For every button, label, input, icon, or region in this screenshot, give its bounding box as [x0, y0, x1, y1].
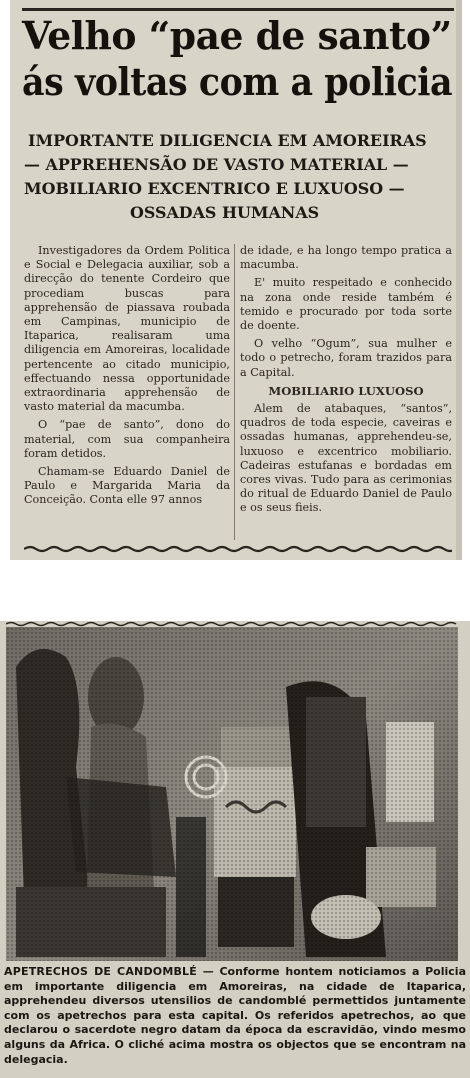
halftone-photo-illustration [6, 627, 458, 961]
photo-caption [4, 965, 466, 1067]
deck-line-3: MOBILIARIO EXCENTRICO E LUXUOSO — [24, 179, 405, 198]
candomble-objects-photo [6, 627, 458, 961]
headline-line-1: Velho “pae de santo” [22, 13, 452, 58]
article-column-right [240, 244, 452, 516]
deck-line-2: — APPREHENSÃO DE VASTO MATERIAL — [24, 155, 409, 174]
bottom-wavy-rule [24, 545, 452, 553]
photo-clipping [0, 621, 470, 1078]
article-clipping [10, 0, 462, 560]
top-rule [22, 8, 454, 11]
headline-line-2: ás voltas com a policia [22, 59, 453, 104]
paragraph: Alem de atabaques, “santos”, quadros de toda especie, caveiras e ossadas humanas, apprehendeu-se, luxuoso e excentrico mobiliario. Cadeiras estufanas e bordadas em cores vivas. Tudo para as cerimonias do ritual de Eduardo Daniel de Paulo e os seus fieis. [240, 402, 452, 515]
section-subhead: MOBILIARIO LUXUOSO [268, 383, 424, 398]
caption-body: — Conforme hontem noticiamos a Policia em importante diligencia em Amoreiras, na cidade de Itaparica, apprehendeu diversos utensilios de candomblé permettidos juntamente com os apetrechos para esta capital. Os referidos apetrechos, ao que declarou o sacerdote negro datam da época da escravidão, vindo mesmo alguns da Africa. O cliché acima mostra os objectos que se encontram na delegacia. [4, 965, 466, 1066]
paragraph: Investigadores da Ordem Politica e Social e Delegacia auxiliar, sob a direcção do tenente Cordeiro que procediam buscas para apprehensão de piassava roubada em Campinas, municipio de Itaparica, realisaram uma diligencia em Amoreiras, localidade pertencente ao citado municipio, effectuando nessa opportunidade extraordinaria apprehensão de vasto material da macumba. [24, 244, 230, 414]
caption-lead: APETRECHOS DE CANDOMBLÉ [4, 965, 197, 978]
paragraph: Chamam-se Eduardo Daniel de Paulo e Margarida Maria da Conceição. Conta elle 97 annos [24, 465, 230, 507]
deck-line-4: OSSADAS HUMANAS [130, 203, 320, 222]
column-divider [234, 244, 235, 540]
deck-line-1: IMPORTANTE DILIGENCIA EM AMOREIRAS [28, 131, 427, 150]
paragraph: E' muito respeitado e conhecido na zona onde reside também é temido e procurado por toda sorte de doente. [240, 276, 452, 333]
paragraph: O velho “Ogum”, sua mulher e todo o petrecho, foram trazidos para a Capital. [240, 337, 452, 379]
paragraph: de idade, e ha longo tempo pratica a macumba. [240, 244, 452, 272]
paragraph: O “pae de santo”, dono do material, com sua companheira foram detidos. [24, 418, 230, 460]
paper-edge [456, 0, 462, 560]
article-column-left [24, 244, 230, 508]
